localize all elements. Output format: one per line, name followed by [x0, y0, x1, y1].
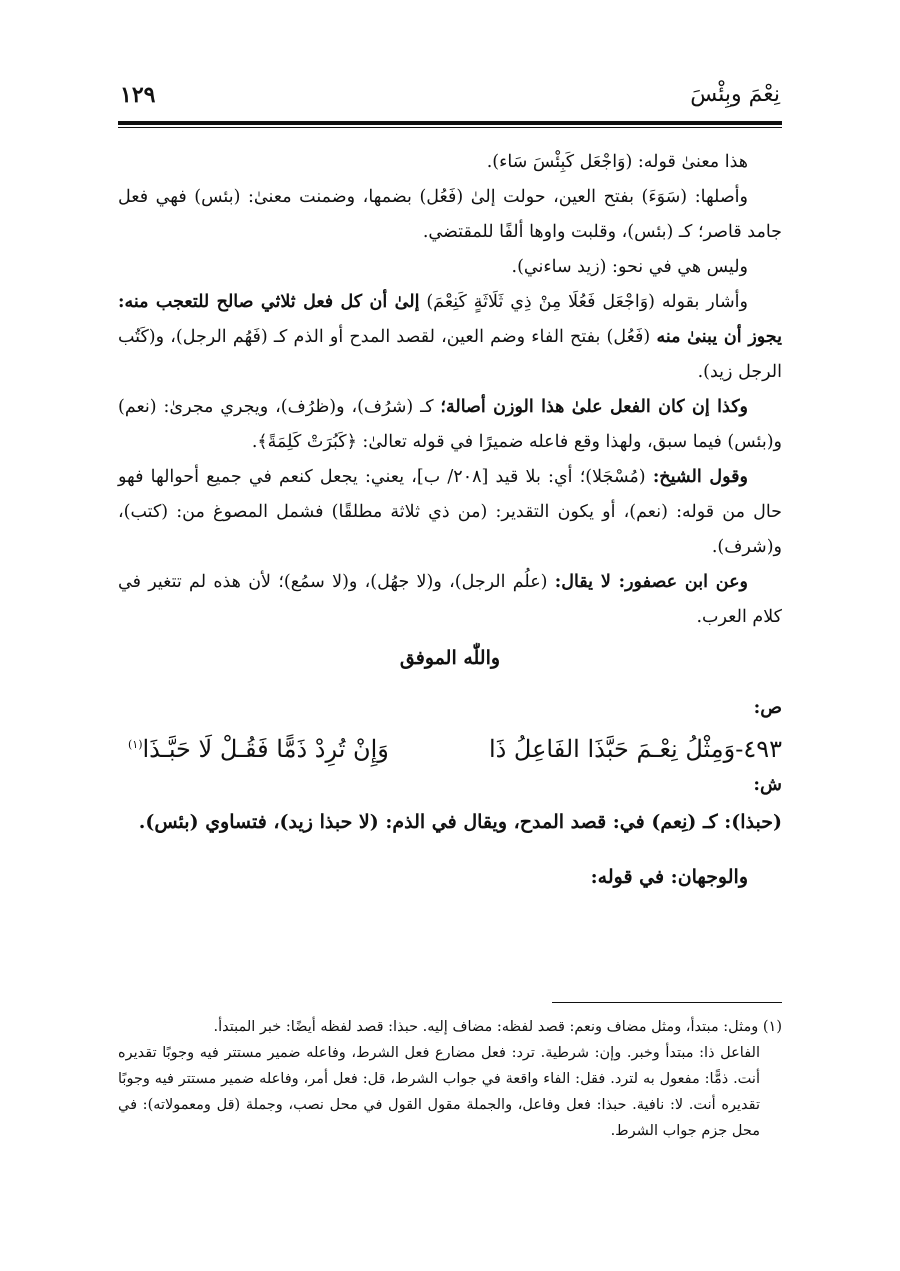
paragraph-1: هذا معنىٰ قوله: (وَاجْعَل كَبِئْسَ سَاء). [486, 152, 748, 172]
paragraph-6 [118, 460, 782, 565]
paragraph-2: وأصلها: (سَوَءَ) بفتح العين، حولت إلىٰ (فَعُل) بضمها، وضمنت معنىٰ: (بئس) فهي فعل جامد قاصر؛ كـ (بئس)، وقلبت واوها ألفًا للمقتضي. [118, 187, 782, 242]
header-rule-thick [118, 121, 782, 125]
footnote-1-continuation: الفاعل ذا: مبتدأ وخبر. وإن: شرطية. ترد: فعل مضارع فعل الشرط، وفاعله ضمير مستتر فيه وجوبًا تقديره أنت. ذمًّا: مفعول به لترد. فقل: الفاء واقعة في جواب الشرط، قل: فعل أمر، وفاعله ضمير مستتر فيه وجوبًا تقديره أنت. لا: نافية. حبذا: فعل وفاعل، والجملة مقول القول في محل نصب، وجملة (قل ومعمولاته): في محل جزم جواب الشرط. [118, 1045, 760, 1139]
paragraph-5 [118, 390, 782, 460]
paragraph-3: وليس هي في نحو: (زيد ساءني). [511, 257, 748, 277]
closing-phrase: واللّٰه الموفق [399, 647, 501, 669]
main-text [118, 145, 782, 914]
paragraph-5-bold: وكذا إن كان الفعل علىٰ هذا الوزن أصالة؛ [440, 397, 748, 417]
paragraph-4-suffix: (فَعُل) بفتح الفاء وضم العين، لقصد المدح أو الذم كـ (فَهُم الرجل)، و(كَتُب الرجل زيد). [118, 327, 782, 382]
verse-hemistich-2 [118, 727, 389, 767]
footnote-1-first-line: (١) ومثل: مبتدأ، ومثل مضاف ونعم: قصد لفظه: مضاف إليه. حبذا: قصد لفظه أيضًا: خبر المبتدأ. [213, 1019, 782, 1035]
paragraph-7-bold: وعن ابن عصفور: لا يقال: [554, 572, 748, 592]
header-rule-thin [118, 127, 782, 128]
footnotes [118, 1014, 782, 1144]
commentary-text: (حبذا): كـ (نِعم) في: قصد المدح، ويقال في الذم: (لا حبذا زيد)، فتساوي (بئس). [138, 811, 782, 833]
paragraph-7 [118, 565, 782, 635]
paragraph-6-bold: وقول الشيخ: [652, 467, 748, 487]
verse-hemistich-2-text: وَإِنْ تُرِدْ ذَمًّا فَقُـلْ لَا حَبَّـذَا [142, 735, 389, 763]
page-header [118, 82, 782, 112]
paragraph-5-suffix: كـ (شرُف)، و(ظرُف)، ويجري مجرىٰ: (نعم) و(بئس) فيما سبق، ولهذا وقع فاعله ضميرًا في قوله تعالىٰ: ﴿كَبُرَتْ كَلِمَةً﴾. [118, 397, 782, 452]
paragraph-4-prefix: وأشار بقوله (وَاجْعَل فَعُلَا مِنْ ذِي ثَلَاثَةٍ كَنِعْمَ) [426, 292, 748, 312]
paragraph-6-suffix: (مُسْجَلا)؛ أي: بلا قيد [٢٠٨/ ب]، يعني: يجعل كنعم في جميع أحوالها فهو حال من قوله: (نعم)، أو يكون التقدير: (من ذي ثلاثة مطلقًا) فشمل المصوغ من: (كتب)، و(شرف). [118, 467, 782, 557]
paragraph-7-suffix: (علُم الرجل)، و(لا جهُل)، و(لا سمُع)؛ لأن هذه لم تتغير في كلام العرب. [118, 572, 782, 627]
footnote-separator [552, 1002, 782, 1003]
page-number: ١٢٩ [120, 82, 156, 108]
running-title: نِعْمَ وبِئْسَ [690, 82, 780, 107]
footnote-reference: (١) [128, 738, 143, 751]
verse-hemistich-1: ٤٩٣-وَمِثْلُ نِعْـمَ حَبَّذَا الفَاعِلُ ذَا [488, 735, 782, 763]
paragraph-4-bold: إلىٰ أن كل فعل ثلاثي صالح للتعجب منه: يجوز أن يبنىٰ منه [118, 292, 782, 347]
verse-line [118, 727, 782, 767]
paragraph-4 [118, 285, 782, 390]
verse-label: ص: [753, 697, 782, 718]
commentary-label: ش: [753, 774, 782, 795]
commentary-subheading: والوجهان: في قوله: [590, 866, 748, 888]
